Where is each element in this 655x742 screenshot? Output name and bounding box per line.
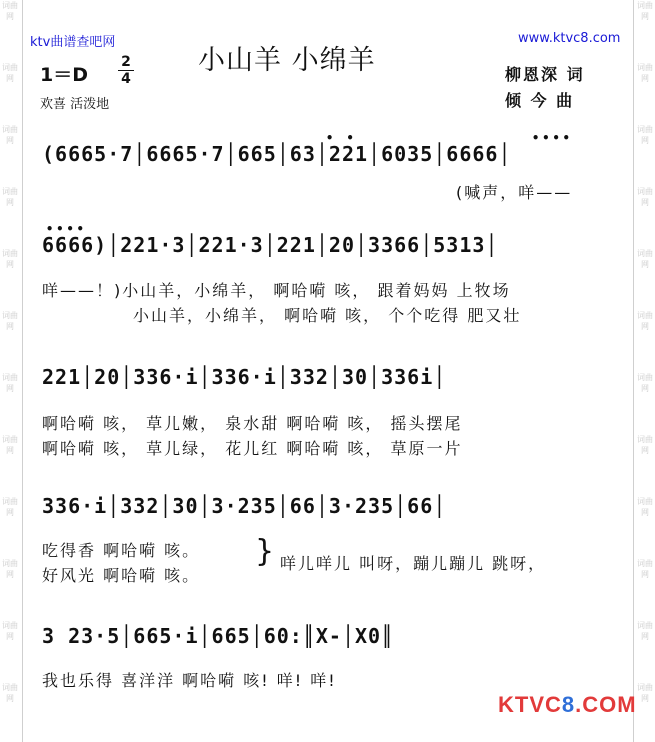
- watermark-text: 词曲网: [2, 311, 18, 331]
- notation-line-2: 6666)│221·3│221·3│221│20│3366│5313│: [42, 233, 499, 257]
- watermark-text: 词曲网: [637, 1, 653, 21]
- watermark-text: 词曲网: [637, 187, 653, 207]
- lyric-line-4a: 吃得香 啊哈嗬 咳。: [42, 541, 201, 560]
- composer-credit: 倾 今 曲: [505, 91, 575, 110]
- octave-dots: ••••: [532, 131, 573, 145]
- site-name-left[interactable]: ktv曲谱查吧网: [30, 35, 116, 50]
- watermark-text: 词曲网: [2, 683, 18, 703]
- time-signature-top: 2: [121, 54, 131, 70]
- watermark-text: 词曲网: [637, 621, 653, 641]
- lyric-line-3a: 啊哈嗬 咳， 草儿嫩， 泉水甜 啊哈嗬 咳， 摇头摆尾: [42, 414, 463, 433]
- lyric-line-3b: 啊哈嗬 咳， 草儿绿， 花儿红 啊哈嗬 咳， 草原一片: [42, 439, 463, 458]
- time-signature-bottom: 4: [121, 71, 131, 87]
- lyric-line-4b: 好风光 啊哈嗬 咳。: [42, 566, 201, 585]
- watermark-left: [2, 0, 18, 742]
- watermark-text: 词曲网: [637, 683, 653, 703]
- watermark-text: 词曲网: [2, 249, 18, 269]
- lyricist-credit: 柳恩深 词: [505, 65, 585, 84]
- lyric-line-2a: 咩——！)小山羊，小绵羊， 啊哈嗬 咳， 跟着妈妈 上牧场: [42, 281, 511, 300]
- notation-line-4: 336·i│332│30│3·235│66│3·235│66│: [42, 494, 447, 518]
- song-title: 小山羊 小绵羊: [198, 45, 376, 76]
- watermark-text: 词曲网: [2, 1, 18, 21]
- watermark-text: 词曲网: [637, 497, 653, 517]
- notation-line-1: (6665·7│6665·7│665│63│221│6035│6666│: [42, 142, 512, 166]
- watermark-text: 词曲网: [637, 373, 653, 393]
- watermark-text: 词曲网: [2, 497, 18, 517]
- watermark-text: 词曲网: [2, 559, 18, 579]
- watermark-text: 词曲网: [2, 435, 18, 455]
- tempo-marking: 欢喜 活泼地: [40, 97, 110, 112]
- site-logo[interactable]: [498, 692, 637, 718]
- watermark-text: 词曲网: [637, 559, 653, 579]
- lyric-line-2b: 小山羊，小绵羊， 啊哈嗬 咳， 个个吃得 肥又壮: [133, 306, 522, 325]
- time-signature: [118, 55, 134, 86]
- notation-line-5: 3 23·5│665·i│665│60:║X-│X0║: [42, 624, 395, 648]
- lyric-line-5a: 我也乐得 喜洋洋 啊哈嗬 咳! 咩! 咩!: [42, 671, 337, 690]
- octave-dots: ••••: [46, 222, 87, 236]
- notation-line-3: 221│20│336·i│336·i│332│30│336i│: [42, 365, 447, 389]
- logo-part-1: KTVC: [498, 692, 562, 717]
- watermark-text: 词曲网: [637, 249, 653, 269]
- logo-part-2: 8: [561, 692, 576, 717]
- key-signature: 1＝D: [40, 64, 88, 86]
- watermark-text: 词曲网: [2, 63, 18, 83]
- watermark-text: 词曲网: [637, 63, 653, 83]
- watermark-text: 词曲网: [2, 373, 18, 393]
- lyric-line-1a: (喊声，咩——: [456, 183, 573, 202]
- site-url-right[interactable]: www.ktvc8.com: [518, 31, 621, 46]
- watermark-text: 词曲网: [2, 621, 18, 641]
- watermark-text: 词曲网: [637, 311, 653, 331]
- credits: [505, 62, 585, 114]
- lyric-line-4-joint: 咩儿咩儿 叫呀，蹦儿蹦儿 跳呀，: [280, 554, 547, 573]
- watermark-text: 词曲网: [2, 187, 18, 207]
- watermark-text: 词曲网: [2, 125, 18, 145]
- brace: }: [255, 534, 275, 569]
- watermark-right: [637, 0, 653, 742]
- watermark-text: 词曲网: [637, 125, 653, 145]
- octave-dots: • •: [326, 131, 357, 145]
- logo-part-3: .COM: [575, 692, 637, 717]
- watermark-text: 词曲网: [637, 435, 653, 455]
